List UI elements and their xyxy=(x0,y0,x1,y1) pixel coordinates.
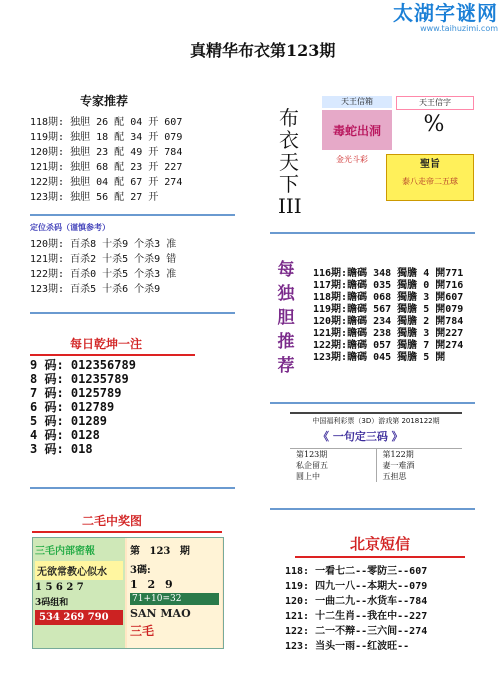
recommend-list xyxy=(313,268,463,364)
ermao-three-code: 1 2 9 xyxy=(130,578,176,591)
expert-rows-row: 118期: 独胆 26 配 04 开 607 xyxy=(30,117,183,128)
daily-rows-row: 5 码: 01289 xyxy=(30,414,108,428)
ermao-three-code-label: 3碼: xyxy=(130,565,151,576)
ermao-left xyxy=(33,538,125,648)
watermark-url: www.taihuzimi.com xyxy=(420,24,498,33)
recommend-rows-row: 117期:瞻碼 035 獨膽 0 開716 xyxy=(313,280,464,291)
top-image xyxy=(322,96,472,206)
fc3d-r2b: 五担思 xyxy=(382,472,407,481)
ermao-title-underline xyxy=(32,531,222,533)
divider-expert xyxy=(30,214,235,216)
top-label3: 天王信字 xyxy=(396,96,474,110)
fc3d-banner: 《 一句定三码 》 xyxy=(318,430,403,443)
expert-rows-row: 121期: 独胆 68 配 23 开 227 xyxy=(30,162,183,173)
kill-rows-row: 121期: 百杀2 十杀5 个杀9 错 xyxy=(30,254,177,265)
ermao-code-value: 534 269 790 xyxy=(35,610,123,625)
beijing-panel xyxy=(285,533,475,654)
top-sym: % xyxy=(423,112,445,137)
beijing-rows-row: 123: 当头一雨--红波旺-- xyxy=(285,641,410,652)
page-title: 真精华布衣第123期 xyxy=(190,41,336,60)
daily-panel xyxy=(30,335,235,456)
beijing-title: 北京短信 xyxy=(349,535,410,553)
daily-list xyxy=(30,358,235,456)
ermao-title: 二毛中奖图 xyxy=(82,514,143,528)
daily-rows-row: 9 码: 012356789 xyxy=(30,358,136,372)
kill-rows-row: 122期: 百杀0 十杀5 个杀3 准 xyxy=(30,269,177,280)
recommend-rows-row: 120期:瞻碼 234 獨膽 2 開784 xyxy=(313,316,464,327)
top-label-box xyxy=(386,154,474,201)
watermark-logo: 太湖字谜网 xyxy=(393,1,498,25)
recommend-char: 胆 xyxy=(277,308,295,328)
daily-rows-row: 7 码: 0125789 xyxy=(30,386,122,400)
recommend-vertical-title xyxy=(275,258,297,378)
fc3d-r2a: 圆上中 xyxy=(296,472,320,481)
ermao-brand: SAN MAO xyxy=(130,607,191,620)
expert-rows-row: 120期: 独胆 23 配 49 开 784 xyxy=(30,147,183,158)
daily-rows-row: 6 码: 012789 xyxy=(30,400,115,414)
watermark xyxy=(393,2,498,34)
fc3d-right xyxy=(376,449,463,482)
top-label2: 毒蛇出洞 xyxy=(322,110,392,150)
top-label1: 天王信箱 xyxy=(322,96,392,108)
daily-rows-row: 8 码: 01235789 xyxy=(30,372,129,386)
ermao-period-label: 第 xyxy=(130,546,140,557)
fc3d-r1b: 妻一难酒 xyxy=(382,461,415,470)
recommend-char: 荐 xyxy=(277,356,295,376)
fc3d-left xyxy=(290,449,376,482)
recommend-char: 独 xyxy=(277,284,295,304)
ermao-formula: 71+10=32 xyxy=(130,593,219,605)
ermao-sign: 三毛内部密報 xyxy=(35,546,95,557)
divider-bottom-right xyxy=(270,508,475,510)
buyi-vertical-title xyxy=(278,107,300,217)
beijing-title-underline xyxy=(295,556,465,558)
recommend-char: 每 xyxy=(277,260,295,280)
ermao-seal: 三毛 xyxy=(130,624,155,638)
buyi-char: 衣 xyxy=(279,128,299,152)
beijing-rows-row: 121: 十二生肖--我在中--227 xyxy=(285,611,428,622)
daily-title: 每日乾坤一注 xyxy=(70,337,143,351)
expert-panel xyxy=(30,92,235,205)
fc3d-left-col: 第123期 xyxy=(296,450,328,459)
daily-title-underline xyxy=(30,354,195,356)
recommend-char: 推 xyxy=(277,332,295,352)
top-label4: 聖旨 xyxy=(420,159,440,170)
buyi-char: 布 xyxy=(279,106,299,130)
buyi-char: 天 xyxy=(279,150,299,174)
daily-rows-row: 3 码: 018 xyxy=(30,442,93,456)
ermao-period: 123 xyxy=(149,546,171,557)
recommend-rows-row: 122期:瞻碼 057 獨膽 7 開274 xyxy=(313,340,464,351)
expert-rows-row: 122期: 独胆 04 配 67 开 274 xyxy=(30,177,183,188)
ermao-right xyxy=(127,538,222,648)
fc3d-r1a: 私企留五 xyxy=(296,461,328,470)
kill-rows-row: 120期: 百杀8 十杀9 个杀3 准 xyxy=(30,239,177,250)
beijing-rows-row: 122: 二一不辩--三六间--274 xyxy=(285,626,428,637)
kill-list xyxy=(30,237,235,297)
kill-panel xyxy=(30,222,235,297)
ermao-code-label: 3码组和 xyxy=(35,598,69,608)
beijing-rows-row: 119: 四九一八--本期大--079 xyxy=(285,581,428,592)
fc3d-header: 中国福利彩票（3D）游戏第 2018122期 xyxy=(312,417,440,425)
kill-title: 定位杀码（谨慎参考） xyxy=(30,223,110,232)
daily-rows-row: 4 码: 0128 xyxy=(30,428,100,442)
buyi-char: III xyxy=(278,194,302,218)
fc3d-panel xyxy=(290,412,462,484)
beijing-rows-row: 120: 一曲二九--水货车--784 xyxy=(285,596,428,607)
expert-rows-row: 119期: 独胆 18 配 34 开 079 xyxy=(30,132,183,143)
expert-title: 专家推荐 xyxy=(80,94,129,108)
recommend-rows-row: 118期:瞻碼 068 獨膽 3 開607 xyxy=(313,292,464,303)
buyi-char: 下 xyxy=(279,172,299,196)
beijing-list xyxy=(285,564,475,654)
divider-daily xyxy=(30,487,235,489)
recommend-rows-row: 123期:瞻碼 045 獨膽 5 開 xyxy=(313,352,446,363)
ermao-image xyxy=(32,537,224,649)
beijing-rows-row: 118: 一看七二--零防三--607 xyxy=(285,566,428,577)
expert-list xyxy=(30,115,235,205)
recommend-rows-row: 121期:瞻碼 238 獨膽 3 開227 xyxy=(313,328,464,339)
expert-rows-row: 123期: 独胆 56 配 27 开 xyxy=(30,192,159,203)
kill-rows-row: 123期: 百杀5 十杀6 个杀9 xyxy=(30,284,161,295)
divider-top-right xyxy=(270,232,475,234)
top-label5: 金光斗彩 xyxy=(336,155,368,164)
divider-mid-right xyxy=(270,402,475,404)
divider-kill xyxy=(30,312,235,314)
ermao-nums: 1 5 6 2 7 xyxy=(35,582,84,593)
recommend-rows-row: 116期:瞻碼 348 獨膽 4 開771 xyxy=(313,268,464,279)
fc3d-right-col: 第122期 xyxy=(382,450,414,459)
ermao-slogan: 无欲常教心似水 xyxy=(35,561,123,580)
ermao-panel xyxy=(32,512,222,649)
recommend-rows-row: 119期:瞻碼 567 獨膽 5 開079 xyxy=(313,304,464,315)
top-label6: 泰八走帝二五球 xyxy=(402,177,458,186)
ermao-period-suffix: 期 xyxy=(179,546,190,557)
